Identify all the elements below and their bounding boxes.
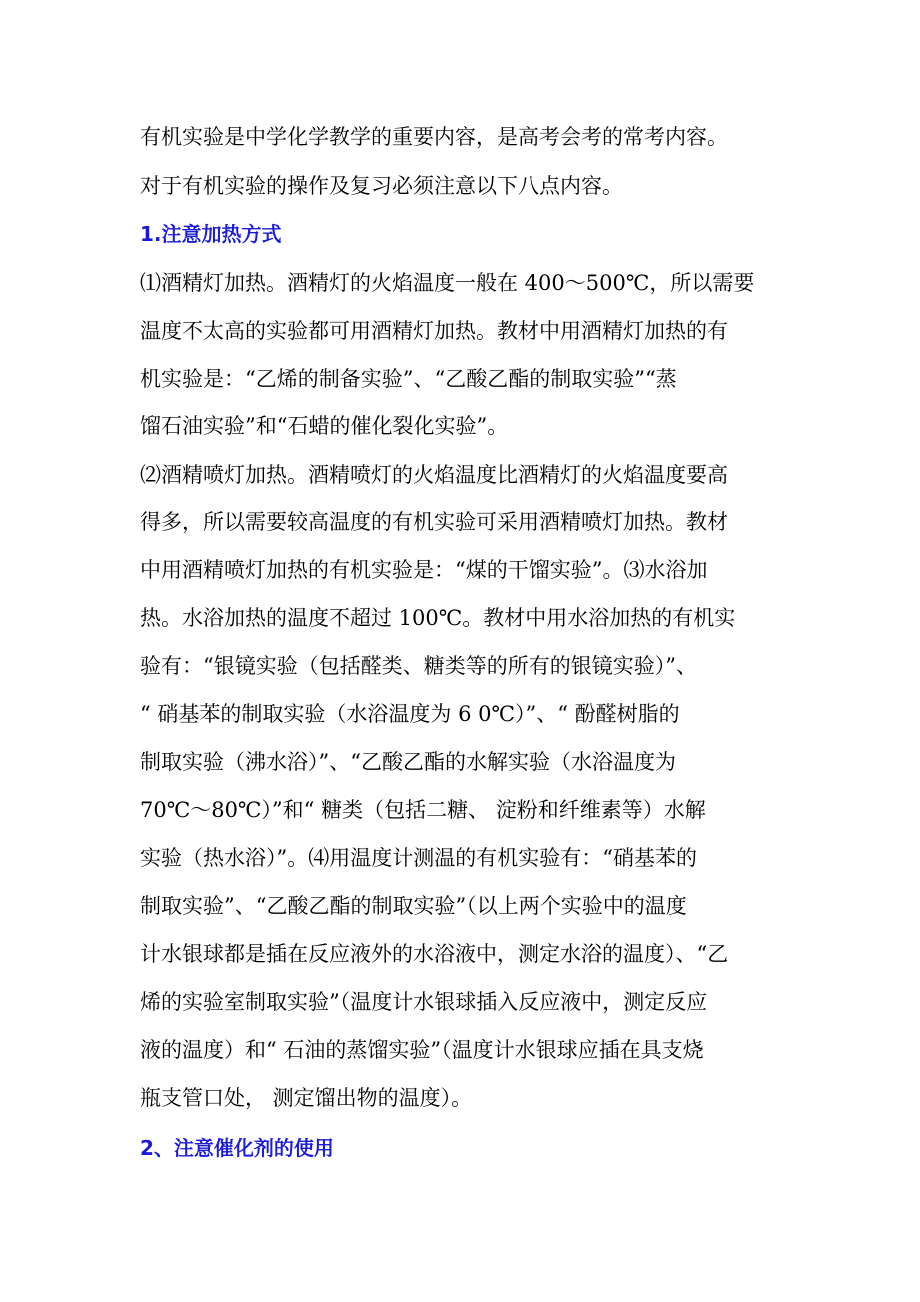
- section-2-heading: 2、注意催化剂的使用: [140, 1136, 334, 1160]
- section-1-heading: 1.注意加热方式: [140, 222, 282, 246]
- paragraph-line: 实验（热水浴）”。⑷用温度计测温的有机实验有：“硝基苯的: [140, 846, 697, 870]
- paragraph-line: 70℃～80℃）”和“ 糖类（包括二糖、 淀粉和纤维素等）水解: [140, 798, 706, 822]
- paragraph-line: 制取实验（沸水浴）”、“乙酸乙酯的水解实验（水浴温度为: [140, 750, 676, 774]
- paragraph-line: 验有：“银镜实验（包括醛类、糖类等的所有的银镜实验）”、: [140, 654, 697, 678]
- paragraph-line: 温度不太高的实验都可用酒精灯加热。教材中用酒精灯加热的有: [140, 319, 728, 343]
- paragraph-line: 液的温度）和“ 石油的蒸馏实验”（温度计水银球应插在具支烧: [140, 1038, 704, 1062]
- paragraph-line: 得多，所以需要较高温度的有机实验可采用酒精喷灯加热。教材: [140, 510, 728, 534]
- paragraph-line: 机实验是：“乙烯的制备实验”、“乙酸乙酯的制取实验”“蒸: [140, 367, 677, 391]
- intro-line: 对于有机实验的操作及复习必须注意以下八点内容。: [140, 174, 623, 198]
- paragraph-line: 瓶支管口处， 测定馏出物的温度）。: [140, 1086, 473, 1110]
- intro-line: 有机实验是中学化学教学的重要内容，是高考会考的常考内容。: [140, 125, 728, 149]
- paragraph-line: “ 硝基苯的制取实验（水浴温度为 6 0℃）”、“ 酚醛树脂的: [140, 702, 680, 726]
- paragraph-line: 制取实验”、“乙酸乙酯的制取实验”（以上两个实验中的温度: [140, 894, 687, 918]
- paragraph-line: ⑴酒精灯加热。酒精灯的火焰温度一般在 400～500℃，所以需要: [140, 271, 755, 295]
- paragraph-line: 馏石油实验”和“石蜡的催化裂化实验”。: [140, 414, 509, 438]
- paragraph-line: 热。水浴加热的温度不超过 100℃。教材中用水浴加热的有机实: [140, 606, 736, 630]
- paragraph-line: 中用酒精喷灯加热的有机实验是：“煤的干馏实验”。⑶水浴加: [140, 558, 708, 582]
- paragraph-line: 计水银球都是插在反应液外的水浴液中，测定水浴的温度）、“乙: [140, 942, 729, 966]
- paragraph-line: ⑵酒精喷灯加热。酒精喷灯的火焰温度比酒精灯的火焰温度要高: [140, 463, 728, 487]
- paragraph-line: 烯的实验室制取实验”（温度计水银球插入反应液中，测定反应: [140, 990, 708, 1014]
